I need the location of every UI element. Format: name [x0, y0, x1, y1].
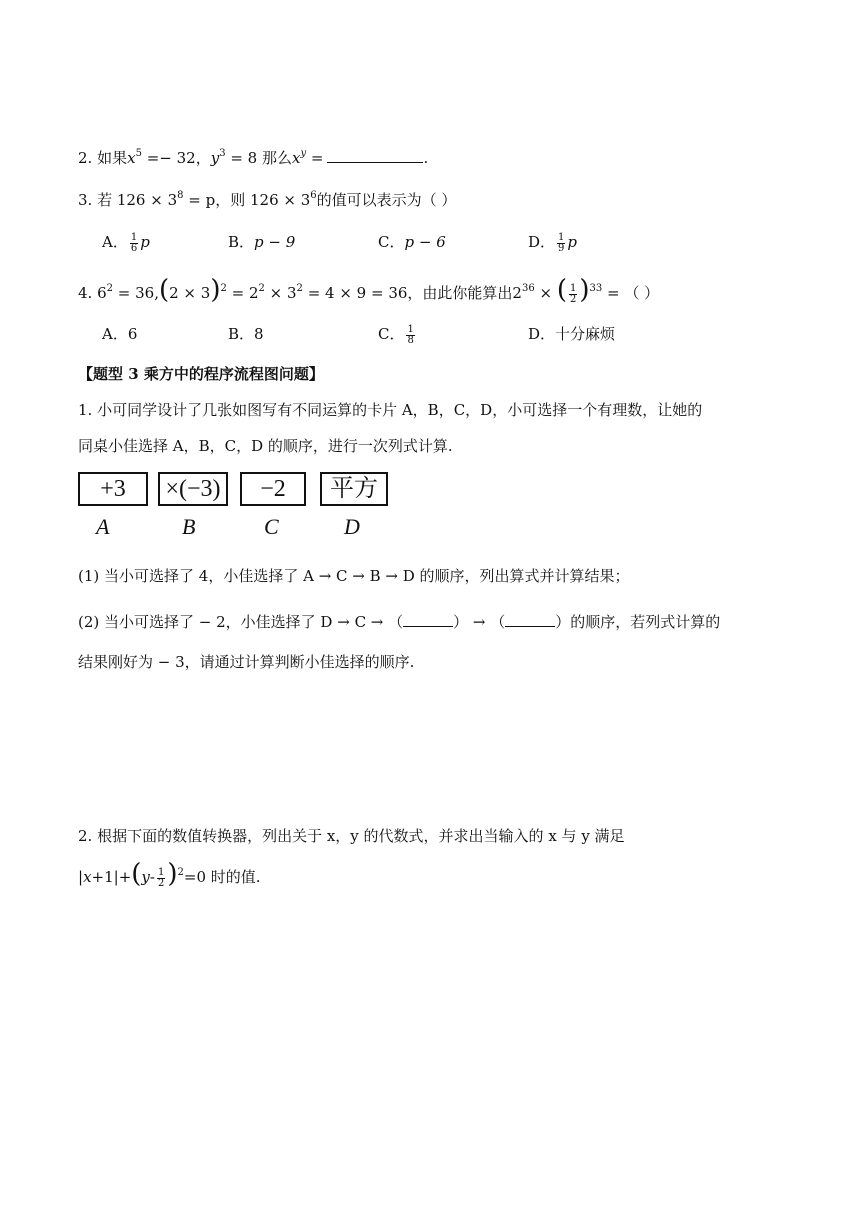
section-heading: 【题型 3 乘方中的程序流程图问题】: [78, 365, 324, 383]
problem-2-line-2: |x+1|+(y- $\frac{1}{2}$ )$^2$=0 时的值.: [78, 859, 261, 889]
q3-option-b: B．p − 9: [228, 233, 296, 251]
q4-option-d: D．十分麻烦: [528, 325, 616, 343]
q4-option-b: B．8: [228, 325, 264, 343]
problem-1-line-1: 1. 小可同学设计了几张如图写有不同运算的卡片 A，B，C，D，小可选择一个有理数，让她的: [78, 401, 703, 419]
card-b-label: B: [182, 514, 196, 539]
card-d-label: D: [344, 514, 360, 539]
q4-option-a: A．6: [102, 325, 138, 343]
sub-question-1: (1) 当小可选择了 4，小佳选择了 A → C → B → D 的顺序，列出算式并计算结果；: [78, 567, 630, 585]
card-c: −2: [240, 472, 306, 506]
card-d: 平方: [320, 472, 388, 506]
card-a: +3: [78, 472, 148, 506]
problem-2-line-1: 2. 根据下面的数值转换器，列出关于 x，y 的代数式，并求出当输入的 x 与 y 满足: [78, 827, 625, 845]
q3-option-a: A． $\frac{1}{6}$ p: [102, 231, 150, 254]
problem-1-line-2: 同桌小佳选择 A，B，C，D 的顺序，进行一次列式计算.: [78, 437, 453, 455]
sub-question-2: (2) 当小可选择了 − 2，小佳选择了 D → C → （ ） → （ ）的顺序，若列式计算的: [78, 613, 721, 631]
question-4: 4. $6^2 = 36,(2 \times 3)^2 = 2^2 \times 3^2 = 4 \times 9 = 36$，由此你能算出$2^{36}$ × ( $\frac{1}{2}$ )$^{33}$ = （ ）: [78, 275, 660, 305]
question-3: 3. 若 $126 \times 3^8 = p$，则 $126 \times 3^6$的值可以表示为（ ）: [78, 190, 457, 209]
q3-option-d: D． $\frac{1}{9}$ p: [528, 231, 578, 254]
q4-option-c: C． $\frac{1}{8}$: [378, 323, 414, 346]
answer-blank: [403, 612, 453, 627]
question-2: 2. 如果$x^5 =- 32$，$y^3 = 8$ 那么$x^y$ = .: [78, 148, 429, 167]
answer-blank: [505, 612, 555, 627]
sub-question-2-line-2: 结果刚好为 − 3，请通过计算判断小佳选择的顺序.: [78, 653, 415, 671]
answer-blank: [327, 148, 423, 163]
card-a-label: A: [96, 514, 110, 539]
card-b: ×(−3): [158, 472, 228, 506]
card-c-label: C: [264, 514, 279, 539]
q3-option-c: C．p − 6: [378, 233, 446, 251]
